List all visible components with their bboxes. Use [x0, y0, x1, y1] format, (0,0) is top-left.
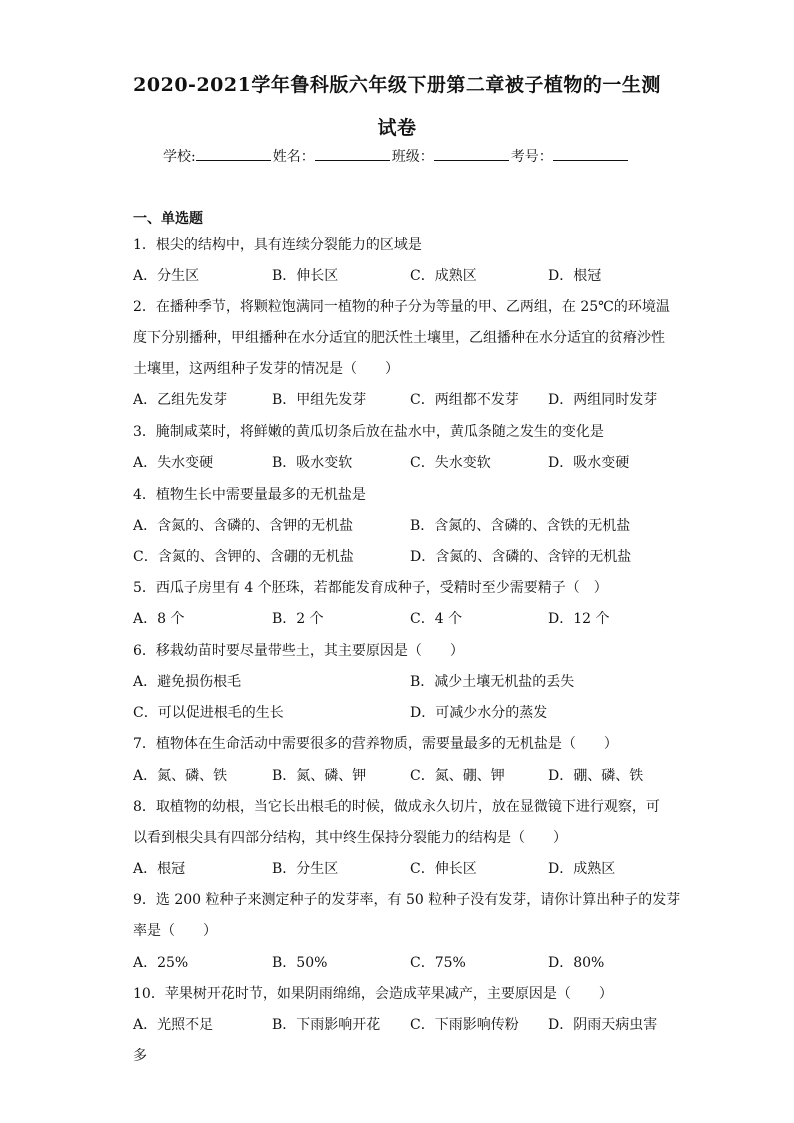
number-label: 考号： [510, 149, 553, 165]
option-a[interactable]: A．失水变硬 [133, 455, 214, 471]
option-b[interactable]: B．减少土壤无机盐的丢失 [410, 674, 575, 690]
option-d[interactable]: D．80% [548, 955, 605, 971]
option-b[interactable]: B．2 个 [272, 611, 324, 627]
option-d[interactable]: D．成熟区 [548, 861, 616, 877]
option-c[interactable]: C．含氮的、含钾的、含硼的无机盐 [133, 549, 354, 565]
option-c[interactable]: C．下雨影响传粉 [410, 1017, 519, 1033]
option-a[interactable]: A．8 个 [133, 611, 185, 627]
option-c[interactable]: C．两组都不发芽 [410, 392, 519, 408]
question-8-line-2: 以看到根尖具有四部分结构，其中终生保持分裂能力的结构是（ ） [133, 830, 567, 846]
question-1-options [133, 265, 673, 285]
name-blank[interactable] [315, 146, 390, 161]
option-a[interactable]: A．根冠 [133, 861, 186, 877]
question-4: 4．植物生长中需要量最多的无机盐是 [133, 487, 366, 503]
option-a[interactable]: A．乙组先发芽 [133, 392, 228, 408]
option-d[interactable]: D．12 个 [548, 611, 610, 627]
option-d[interactable]: D．根冠 [548, 268, 602, 284]
option-b[interactable]: B．伸长区 [272, 268, 339, 284]
option-a[interactable]: A．分生区 [133, 268, 200, 284]
option-d[interactable]: D．阴雨天病虫害 [548, 1017, 658, 1033]
question-2-options [133, 389, 673, 409]
class-label: 班级： [391, 149, 434, 165]
title-line-1: 2020-2021学年鲁科版六年级下册第二章被子植物的一生测 [133, 74, 661, 96]
option-b[interactable]: B．下雨影响开花 [272, 1017, 381, 1033]
option-a[interactable]: A．含氮的、含磷的、含钾的无机盐 [133, 518, 354, 534]
option-d[interactable]: D．两组同时发芽 [548, 392, 658, 408]
question-9-options [133, 952, 673, 972]
question-2-line-2: 度下分别播种，甲组播种在水分适宜的肥沃性土壤里，乙组播种在水分适宜的贫瘠沙性 [133, 330, 665, 346]
name-label: 姓名： [272, 149, 315, 165]
question-2-line-1: 2．在播种季节，将颗粒饱满同一植物的种子分为等量的甲、乙两组，在 25℃的环境温 [133, 299, 670, 315]
option-b[interactable]: B．吸水变软 [272, 455, 353, 471]
question-4-options-row-2 [133, 546, 673, 566]
question-8-options [133, 858, 673, 878]
question-4-options-row-1 [133, 515, 673, 535]
school-label: 学校: [163, 149, 196, 165]
school-blank[interactable] [196, 146, 271, 161]
option-b[interactable]: B．分生区 [272, 861, 339, 877]
question-10-options [133, 1014, 673, 1034]
question-6: 6．移栽幼苗时要尽量带些土，其主要原因是（ ） [133, 643, 464, 659]
section-heading: 一、单选题 [133, 211, 203, 227]
option-c[interactable]: C．75% [410, 955, 466, 971]
option-c[interactable]: C．4 个 [410, 611, 463, 627]
question-5: 5．西瓜子房里有 4 个胚珠，若都能发育成种子，受精时至少需要精子（ ） [133, 580, 608, 596]
question-7-options [133, 765, 673, 785]
option-b[interactable]: B．甲组先发芽 [272, 392, 367, 408]
question-10: 10．苹果树开花时节，如果阴雨绵绵，会造成苹果减产，主要原因是（ ） [133, 986, 613, 1002]
option-c[interactable]: C．失水变软 [410, 455, 491, 471]
question-3-options [133, 452, 673, 472]
question-7: 7．植物体在生命活动中需要很多的营养物质，需要量最多的无机盐是（ ） [133, 736, 618, 752]
option-d[interactable]: D．硼、磷、铁 [548, 768, 644, 784]
option-d[interactable]: D．含氮的、含磷的、含锌的无机盐 [410, 549, 632, 565]
title-line-2: 试卷 [377, 117, 417, 139]
class-blank[interactable] [434, 146, 509, 161]
question-9-line-2: 率是（ ） [133, 923, 217, 939]
option-a[interactable]: A．避免损伤根毛 [133, 674, 242, 690]
option-c[interactable]: C．成熟区 [410, 268, 477, 284]
student-info-row [163, 146, 630, 166]
option-d[interactable]: D．吸水变硬 [548, 455, 630, 471]
option-c[interactable]: C．伸长区 [410, 861, 477, 877]
option-a[interactable]: A．25% [133, 955, 189, 971]
question-8-line-1: 8．取植物的幼根，当它长出根毛的时候，做成永久切片，放在显微镜下进行观察，可 [133, 799, 660, 815]
question-5-options [133, 608, 673, 628]
question-9-line-1: 9．选 200 粒种子来测定种子的发芽率，有 50 粒种子没有发芽，请你计算出种子的发芽 [133, 892, 681, 908]
question-2-line-3: 土壤里，这两组种子发芽的情况是（ ） [133, 361, 399, 377]
number-blank[interactable] [553, 146, 628, 161]
question-6-options-row-1 [133, 671, 673, 691]
option-c[interactable]: C．可以促进根毛的生长 [133, 705, 284, 721]
option-a[interactable]: A．光照不足 [133, 1017, 214, 1033]
question-6-options-row-2 [133, 702, 673, 722]
option-b[interactable]: B．含氮的、含磷的、含铁的无机盐 [410, 518, 631, 534]
option-b[interactable]: B．50% [272, 955, 328, 971]
question-1: 1．根尖的结构中，具有连续分裂能力的区域是 [133, 237, 422, 253]
option-d[interactable]: D．可减少水分的蒸发 [410, 705, 548, 721]
question-3: 3．腌制咸菜时，将鲜嫩的黄瓜切条后放在盐水中，黄瓜条随之发生的变化是 [133, 424, 604, 440]
option-c[interactable]: C．氮、硼、钾 [410, 768, 505, 784]
question-10-option-d-continued: 多 [133, 1048, 147, 1064]
option-b[interactable]: B．氮、磷、钾 [272, 768, 367, 784]
option-a[interactable]: A．氮、磷、铁 [133, 768, 228, 784]
